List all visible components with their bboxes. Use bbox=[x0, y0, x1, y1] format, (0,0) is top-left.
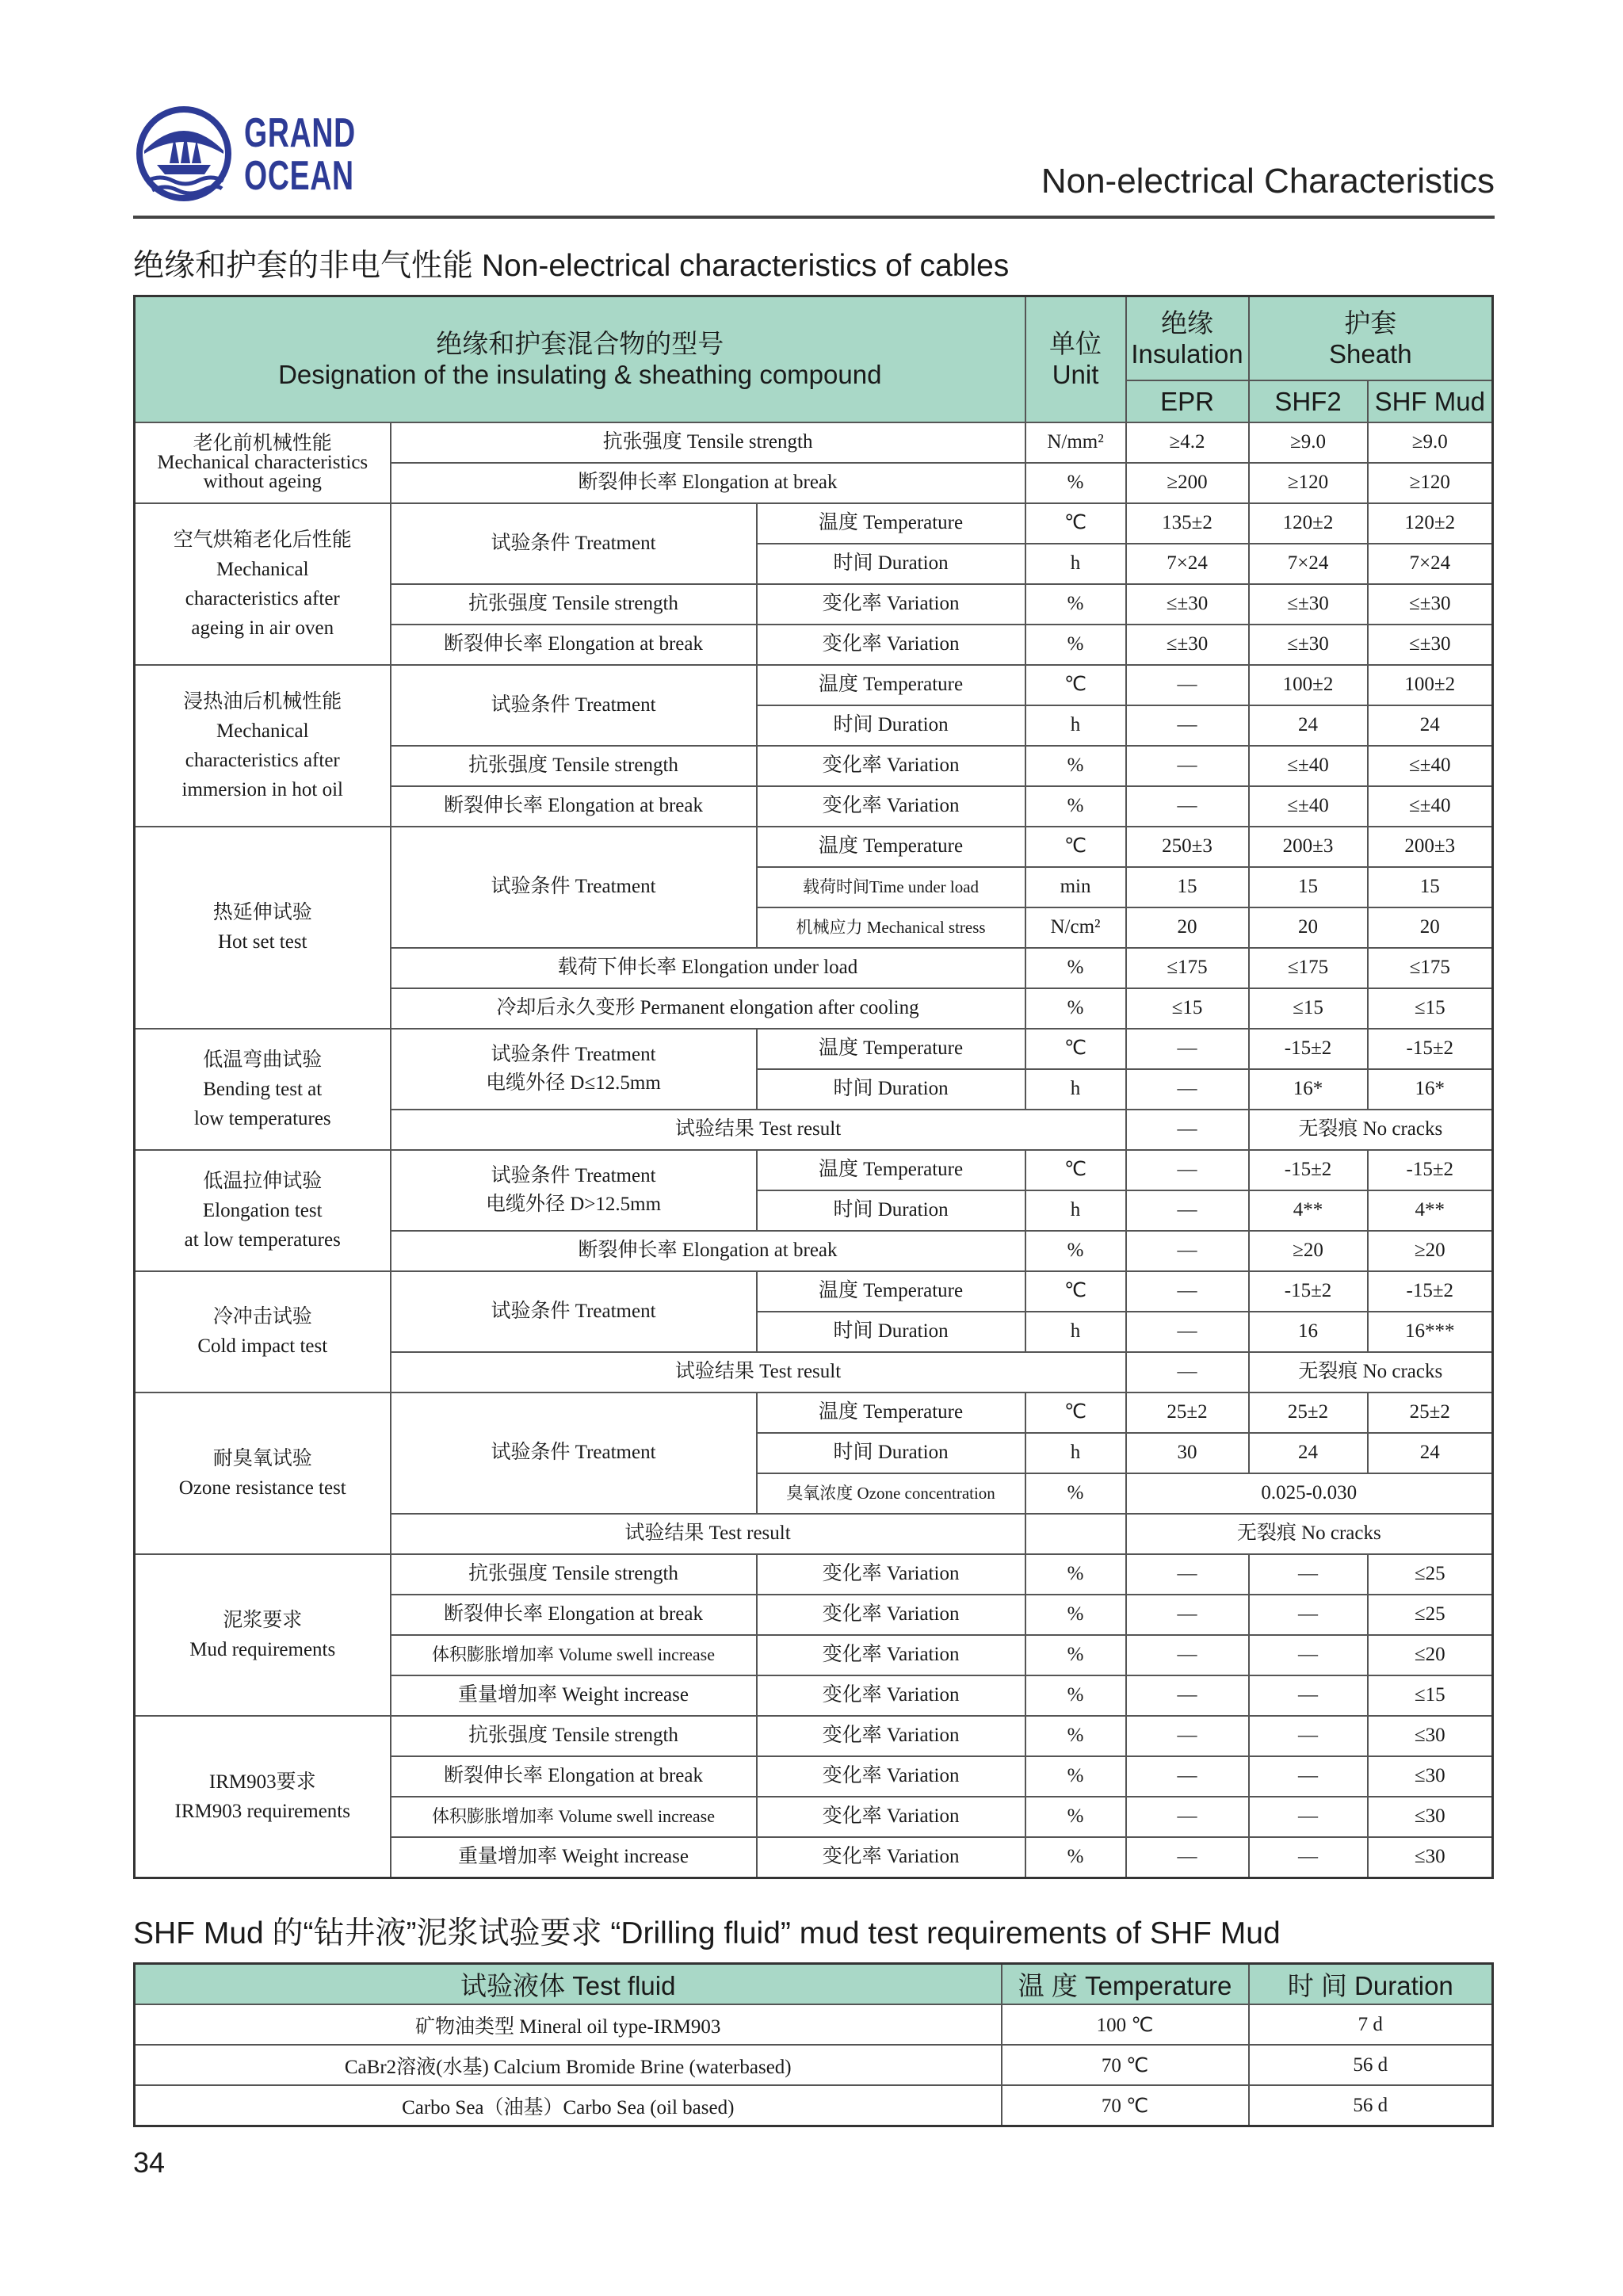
table-row bbox=[135, 665, 1493, 705]
value-shf-mud: 120±2 bbox=[1368, 503, 1493, 544]
subproperty-label: 时间 Duration bbox=[757, 1069, 1025, 1110]
property-label: 抗张强度 Tensile strength bbox=[391, 584, 757, 625]
value-shf2: — bbox=[1249, 1756, 1368, 1797]
subproperty-label: 时间 Duration bbox=[757, 1312, 1025, 1352]
unit-cell: % bbox=[1025, 1554, 1126, 1595]
property-label: 试验条件 Treatment 电缆外径 D>12.5mm bbox=[391, 1150, 757, 1231]
value-shf-mud: ≤30 bbox=[1368, 1756, 1493, 1797]
subproperty-label: 变化率 Variation bbox=[757, 1595, 1025, 1635]
drilling-fluid-table bbox=[133, 1962, 1494, 2127]
value-epr: 25±2 bbox=[1126, 1392, 1249, 1433]
value-shf2: 120±2 bbox=[1249, 503, 1368, 544]
subproperty-label: 变化率 Variation bbox=[757, 786, 1025, 827]
unit-cell: ℃ bbox=[1025, 503, 1126, 544]
unit-cell: % bbox=[1025, 948, 1126, 988]
value-epr: — bbox=[1126, 1675, 1249, 1716]
header-temperature: 温 度 Temperature bbox=[1002, 1964, 1249, 2005]
value-epr: ≤15 bbox=[1126, 988, 1249, 1029]
value-epr: — bbox=[1126, 705, 1249, 746]
value-shf-mud: ≥9.0 bbox=[1368, 422, 1493, 463]
value-shf2: ≤±30 bbox=[1249, 584, 1368, 625]
fluid-duration: 7 d bbox=[1249, 2004, 1493, 2045]
value-shf-mud: ≤20 bbox=[1368, 1635, 1493, 1675]
page-title: Non-electrical Characteristics bbox=[1041, 162, 1495, 201]
unit-cell: min bbox=[1025, 867, 1126, 907]
property-label: 抗张强度 Tensile strength bbox=[391, 422, 1025, 463]
value-shf-mud: 4** bbox=[1368, 1190, 1493, 1231]
value-epr: — bbox=[1126, 1231, 1249, 1271]
subproperty-label: 变化率 Variation bbox=[757, 1756, 1025, 1797]
unit-cell: h bbox=[1025, 544, 1126, 584]
subproperty-label: 载荷时间Time under load bbox=[757, 867, 1025, 907]
group-label-without-ageing: 老化前机械性能 Mechanical characteristics without ageing bbox=[135, 422, 391, 503]
value-epr: — bbox=[1126, 1029, 1249, 1069]
value-epr: — bbox=[1126, 746, 1249, 786]
designation-header: 绝缘和护套混合物的型号 Designation of the insulating & sheathing compound bbox=[135, 296, 1025, 422]
value-epr: — bbox=[1126, 1110, 1249, 1150]
value-epr: ≤±30 bbox=[1126, 584, 1249, 625]
value-shf2: 100±2 bbox=[1249, 665, 1368, 705]
value-all-compounds: 0.025-0.030 bbox=[1126, 1473, 1493, 1514]
group-label-hot-set: 热延伸试验 Hot set test bbox=[135, 827, 391, 1029]
col-shf-mud: SHF Mud bbox=[1368, 380, 1493, 422]
fluid-duration: 56 d bbox=[1249, 2045, 1493, 2085]
value-epr: — bbox=[1126, 1271, 1249, 1312]
value-shf2: — bbox=[1249, 1837, 1368, 1878]
subproperty-label: 变化率 Variation bbox=[757, 625, 1025, 665]
value-shf-mud: 16*** bbox=[1368, 1312, 1493, 1352]
header-test-fluid: 试验液体 Test fluid bbox=[135, 1964, 1002, 2005]
subproperty-label: 温度 Temperature bbox=[757, 1150, 1025, 1190]
property-label: 抗张强度 Tensile strength bbox=[391, 1716, 757, 1756]
value-shf2: ≥120 bbox=[1249, 463, 1368, 503]
value-epr: — bbox=[1126, 1595, 1249, 1635]
value-shf2: 200±3 bbox=[1249, 827, 1368, 867]
fluid-temperature: 70 ℃ bbox=[1002, 2085, 1249, 2126]
insulation-header: 绝缘 Insulation bbox=[1126, 296, 1249, 380]
subproperty-label: 温度 Temperature bbox=[757, 1392, 1025, 1433]
grand-ocean-logo-icon bbox=[133, 103, 235, 204]
table-row bbox=[135, 2004, 1493, 2045]
subproperty-label: 变化率 Variation bbox=[757, 1716, 1025, 1756]
subproperty-label: 温度 Temperature bbox=[757, 1271, 1025, 1312]
value-epr: — bbox=[1126, 1716, 1249, 1756]
unit-cell: N/mm² bbox=[1025, 422, 1126, 463]
value-epr: ≤±30 bbox=[1126, 625, 1249, 665]
unit-cell: % bbox=[1025, 463, 1126, 503]
non-electrical-characteristics-table bbox=[133, 295, 1494, 1879]
value-epr: — bbox=[1126, 1837, 1249, 1878]
property-label: 抗张强度 Tensile strength bbox=[391, 746, 757, 786]
unit-cell: % bbox=[1025, 1837, 1126, 1878]
value-shf2: 15 bbox=[1249, 867, 1368, 907]
value-shf2: ≤±40 bbox=[1249, 786, 1368, 827]
value-shf-mud: 200±3 bbox=[1368, 827, 1493, 867]
unit-cell: ℃ bbox=[1025, 1150, 1126, 1190]
unit-cell: % bbox=[1025, 625, 1126, 665]
unit-cell: % bbox=[1025, 988, 1126, 1029]
value-shf-mud: ≤30 bbox=[1368, 1797, 1493, 1837]
value-epr: 20 bbox=[1126, 907, 1249, 948]
value-shf2: ≥9.0 bbox=[1249, 422, 1368, 463]
property-label: 试验结果 Test result bbox=[391, 1352, 1126, 1392]
section-title-drilling-fluid: SHF Mud 的“钻井液”泥浆试验要求 “Drilling fluid” mud test requirements of SHF Mud bbox=[133, 1916, 1281, 1950]
unit-cell: ℃ bbox=[1025, 1392, 1126, 1433]
value-epr: — bbox=[1126, 1554, 1249, 1595]
value-shf2: ≤175 bbox=[1249, 948, 1368, 988]
unit-cell: % bbox=[1025, 1756, 1126, 1797]
value-shf-mud: ≤30 bbox=[1368, 1837, 1493, 1878]
brand-name-line1: GRAND bbox=[244, 110, 356, 156]
value-shf2: -15±2 bbox=[1249, 1029, 1368, 1069]
value-epr: — bbox=[1126, 786, 1249, 827]
subproperty-label: 变化率 Variation bbox=[757, 1635, 1025, 1675]
subproperty-label: 臭氧浓度 Ozone concentration bbox=[757, 1473, 1025, 1514]
unit-cell: % bbox=[1025, 1716, 1126, 1756]
property-label: 断裂伸长率 Elongation at break bbox=[391, 1595, 757, 1635]
value-shf-mud: ≤±30 bbox=[1368, 584, 1493, 625]
value-shf2: 24 bbox=[1249, 705, 1368, 746]
group-label-irm903: IRM903要求 IRM903 requirements bbox=[135, 1716, 391, 1878]
value-shf2: -15±2 bbox=[1249, 1150, 1368, 1190]
group-label-air-oven: 空气烘箱老化后性能 Mechanical characteristics after ageing in air oven bbox=[135, 503, 391, 665]
value-shf2: ≥20 bbox=[1249, 1231, 1368, 1271]
property-label: 试验条件 Treatment bbox=[391, 1271, 757, 1352]
unit-cell: % bbox=[1025, 746, 1126, 786]
unit-cell: h bbox=[1025, 1190, 1126, 1231]
unit-cell: ℃ bbox=[1025, 665, 1126, 705]
unit-cell: % bbox=[1025, 1635, 1126, 1675]
fluid-name: Carbo Sea（油基）Carbo Sea (oil based) bbox=[135, 2085, 1002, 2126]
unit-cell: % bbox=[1025, 584, 1126, 625]
property-label: 断裂伸长率 Elongation at break bbox=[391, 786, 757, 827]
subproperty-label: 机械应力 Mechanical stress bbox=[757, 907, 1025, 948]
property-label: 冷却后永久变形 Permanent elongation after cooling bbox=[391, 988, 1025, 1029]
table-row bbox=[135, 1029, 1493, 1069]
col-shf2: SHF2 bbox=[1249, 380, 1368, 422]
value-shf-mud: ≤25 bbox=[1368, 1595, 1493, 1635]
value-shf2: 16 bbox=[1249, 1312, 1368, 1352]
unit-cell bbox=[1025, 1514, 1126, 1554]
property-label: 重量增加率 Weight increase bbox=[391, 1837, 757, 1878]
sheath-header: 护套 Sheath bbox=[1249, 296, 1493, 380]
value-shf-mud: ≤25 bbox=[1368, 1554, 1493, 1595]
value-epr: 135±2 bbox=[1126, 503, 1249, 544]
property-label: 断裂伸长率 Elongation at break bbox=[391, 463, 1025, 503]
value-shf-mud: 7×24 bbox=[1368, 544, 1493, 584]
value-shf2: ≤±30 bbox=[1249, 625, 1368, 665]
table-row bbox=[135, 1392, 1493, 1433]
value-shf-mud: ≤15 bbox=[1368, 1675, 1493, 1716]
fluid-name: 矿物油类型 Mineral oil type-IRM903 bbox=[135, 2004, 1002, 2045]
col-epr: EPR bbox=[1126, 380, 1249, 422]
value-shf2: — bbox=[1249, 1554, 1368, 1595]
value-shf-mud: 15 bbox=[1368, 867, 1493, 907]
value-shf-mud: ≤±40 bbox=[1368, 746, 1493, 786]
value-shf2: 24 bbox=[1249, 1433, 1368, 1473]
subproperty-label: 变化率 Variation bbox=[757, 746, 1025, 786]
value-shf-mud: 20 bbox=[1368, 907, 1493, 948]
value-epr: 30 bbox=[1126, 1433, 1249, 1473]
fluid-temperature: 70 ℃ bbox=[1002, 2045, 1249, 2085]
value-epr: ≥4.2 bbox=[1126, 422, 1249, 463]
subproperty-label: 时间 Duration bbox=[757, 1433, 1025, 1473]
value-epr: — bbox=[1126, 1190, 1249, 1231]
property-label: 试验条件 Treatment bbox=[391, 503, 757, 584]
property-label: 试验条件 Treatment bbox=[391, 827, 757, 948]
value-epr: — bbox=[1126, 1069, 1249, 1110]
group-label-bending-low-temp: 低温弯曲试验 Bending test at low temperatures bbox=[135, 1029, 391, 1150]
value-shf-mud: -15±2 bbox=[1368, 1029, 1493, 1069]
value-shf-mud: -15±2 bbox=[1368, 1150, 1493, 1190]
group-label-hot-oil: 浸热油后机械性能 Mechanical characteristics after immersion in hot oil bbox=[135, 665, 391, 827]
subproperty-label: 时间 Duration bbox=[757, 705, 1025, 746]
header-divider bbox=[133, 216, 1495, 219]
fluid-duration: 56 d bbox=[1249, 2085, 1493, 2126]
subproperty-label: 温度 Temperature bbox=[757, 827, 1025, 867]
value-shf-mud: 16* bbox=[1368, 1069, 1493, 1110]
value-sheath-result: 无裂痕 No cracks bbox=[1249, 1352, 1493, 1392]
unit-cell: h bbox=[1025, 705, 1126, 746]
unit-cell: % bbox=[1025, 1797, 1126, 1837]
value-shf2: 16* bbox=[1249, 1069, 1368, 1110]
property-label: 重量增加率 Weight increase bbox=[391, 1675, 757, 1716]
value-shf2: — bbox=[1249, 1716, 1368, 1756]
value-epr: 15 bbox=[1126, 867, 1249, 907]
property-label: 断裂伸长率 Elongation at break bbox=[391, 1756, 757, 1797]
value-shf2: 4** bbox=[1249, 1190, 1368, 1231]
unit-cell: ℃ bbox=[1025, 1271, 1126, 1312]
subproperty-label: 时间 Duration bbox=[757, 1190, 1025, 1231]
subproperty-label: 变化率 Variation bbox=[757, 1797, 1025, 1837]
value-epr: ≤175 bbox=[1126, 948, 1249, 988]
value-shf-mud: ≤15 bbox=[1368, 988, 1493, 1029]
table-row bbox=[135, 2045, 1493, 2085]
table-row bbox=[135, 1150, 1493, 1190]
value-epr: — bbox=[1126, 1352, 1249, 1392]
value-sheath-result: 无裂痕 No cracks bbox=[1249, 1110, 1493, 1150]
subproperty-label: 温度 Temperature bbox=[757, 503, 1025, 544]
unit-cell: % bbox=[1025, 786, 1126, 827]
value-all-compounds: 无裂痕 No cracks bbox=[1126, 1514, 1493, 1554]
value-epr: 250±3 bbox=[1126, 827, 1249, 867]
property-label: 断裂伸长率 Elongation at break bbox=[391, 625, 757, 665]
table-row bbox=[135, 2085, 1493, 2126]
value-shf-mud: ≤±30 bbox=[1368, 625, 1493, 665]
table-row bbox=[135, 1271, 1493, 1312]
unit-cell: ℃ bbox=[1025, 1029, 1126, 1069]
value-shf2: — bbox=[1249, 1635, 1368, 1675]
page-header bbox=[133, 95, 1495, 222]
value-epr: — bbox=[1126, 1756, 1249, 1797]
subproperty-label: 温度 Temperature bbox=[757, 1029, 1025, 1069]
value-shf-mud: 24 bbox=[1368, 1433, 1493, 1473]
unit-cell: % bbox=[1025, 1231, 1126, 1271]
table-row bbox=[135, 827, 1493, 867]
group-label-mud: 泥浆要求 Mud requirements bbox=[135, 1554, 391, 1716]
value-epr: — bbox=[1126, 1150, 1249, 1190]
value-epr: — bbox=[1126, 1797, 1249, 1837]
unit-cell: % bbox=[1025, 1595, 1126, 1635]
property-label: 试验结果 Test result bbox=[391, 1110, 1126, 1150]
value-shf-mud: 25±2 bbox=[1368, 1392, 1493, 1433]
subproperty-label: 时间 Duration bbox=[757, 544, 1025, 584]
property-label: 抗张强度 Tensile strength bbox=[391, 1554, 757, 1595]
unit-cell: h bbox=[1025, 1312, 1126, 1352]
subproperty-label: 变化率 Variation bbox=[757, 1837, 1025, 1878]
value-shf2: ≤15 bbox=[1249, 988, 1368, 1029]
value-shf2: 7×24 bbox=[1249, 544, 1368, 584]
group-label-ozone: 耐臭氧试验 Ozone resistance test bbox=[135, 1392, 391, 1554]
property-label: 试验条件 Treatment bbox=[391, 1392, 757, 1514]
unit-cell: h bbox=[1025, 1433, 1126, 1473]
table-row bbox=[135, 422, 1493, 463]
value-epr: 7×24 bbox=[1126, 544, 1249, 584]
unit-cell: N/cm² bbox=[1025, 907, 1126, 948]
property-label: 载荷下伸长率 Elongation under load bbox=[391, 948, 1025, 988]
value-shf2: -15±2 bbox=[1249, 1271, 1368, 1312]
section-title-non-electrical: 绝缘和护套的非电气性能 Non-electrical characteristics of cables bbox=[133, 249, 1010, 283]
value-shf2: ≤±40 bbox=[1249, 746, 1368, 786]
value-shf-mud: ≤±40 bbox=[1368, 786, 1493, 827]
value-shf2: 20 bbox=[1249, 907, 1368, 948]
unit-header: 单位 Unit bbox=[1025, 296, 1126, 422]
value-shf-mud: ≤175 bbox=[1368, 948, 1493, 988]
property-label: 试验条件 Treatment bbox=[391, 665, 757, 746]
unit-cell: % bbox=[1025, 1473, 1126, 1514]
value-shf-mud: ≥20 bbox=[1368, 1231, 1493, 1271]
property-label: 断裂伸长率 Elongation at break bbox=[391, 1231, 1025, 1271]
group-label-elongation-low-temp: 低温拉伸试验 Elongation test at low temperatures bbox=[135, 1150, 391, 1271]
subproperty-label: 变化率 Variation bbox=[757, 584, 1025, 625]
value-epr: ≥200 bbox=[1126, 463, 1249, 503]
value-shf-mud: -15±2 bbox=[1368, 1271, 1493, 1312]
value-epr: — bbox=[1126, 1312, 1249, 1352]
unit-cell: h bbox=[1025, 1069, 1126, 1110]
value-shf2: — bbox=[1249, 1797, 1368, 1837]
table-row bbox=[135, 1554, 1493, 1595]
property-label: 试验结果 Test result bbox=[391, 1514, 1025, 1554]
subproperty-label: 变化率 Variation bbox=[757, 1554, 1025, 1595]
table-row bbox=[135, 1716, 1493, 1756]
property-label: 体积膨胀增加率 Volume swell increase bbox=[391, 1635, 757, 1675]
fluid-name: CaBr2溶液(水基) Calcium Bromide Brine (waterbased) bbox=[135, 2045, 1002, 2085]
value-epr: — bbox=[1126, 1635, 1249, 1675]
value-shf-mud: 100±2 bbox=[1368, 665, 1493, 705]
value-shf2: — bbox=[1249, 1675, 1368, 1716]
value-shf-mud: ≤30 bbox=[1368, 1716, 1493, 1756]
value-shf2: 25±2 bbox=[1249, 1392, 1368, 1433]
subproperty-label: 温度 Temperature bbox=[757, 665, 1025, 705]
property-label: 试验条件 Treatment 电缆外径 D≤12.5mm bbox=[391, 1029, 757, 1110]
subproperty-label: 变化率 Variation bbox=[757, 1675, 1025, 1716]
fluid-temperature: 100 ℃ bbox=[1002, 2004, 1249, 2045]
unit-cell: ℃ bbox=[1025, 827, 1126, 867]
property-label: 体积膨胀增加率 Volume swell increase bbox=[391, 1797, 757, 1837]
group-label-cold-impact: 冷冲击试验 Cold impact test bbox=[135, 1271, 391, 1392]
value-shf2: — bbox=[1249, 1595, 1368, 1635]
page-number: 34 bbox=[133, 2146, 166, 2179]
unit-cell: % bbox=[1025, 1675, 1126, 1716]
header-duration: 时 间 Duration bbox=[1249, 1964, 1493, 2005]
value-shf-mud: ≥120 bbox=[1368, 463, 1493, 503]
value-epr: — bbox=[1126, 665, 1249, 705]
table-row bbox=[135, 503, 1493, 544]
brand-name-line2: OCEAN bbox=[244, 153, 354, 199]
value-shf-mud: 24 bbox=[1368, 705, 1493, 746]
